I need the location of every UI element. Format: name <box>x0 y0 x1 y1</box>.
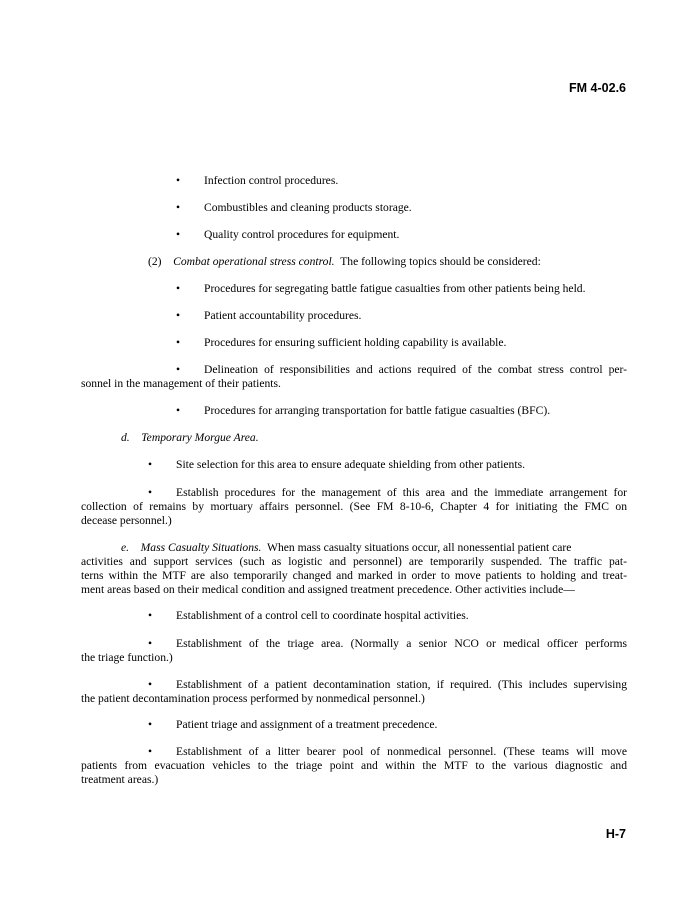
bullet-icon: • <box>176 174 181 187</box>
list-item-continuation: the triage function.) <box>81 651 173 664</box>
bullet-icon: • <box>176 228 181 241</box>
bullet-icon: • <box>148 458 153 471</box>
list-item-text: Procedures for arranging transportation for battle fatigue casualties (BFC). <box>204 404 551 417</box>
list-item-continuation: treatment areas.) <box>81 773 159 786</box>
section-heading-2 <box>148 255 541 268</box>
section-text: When mass casualty situations occur, all nonessential patient care <box>267 541 572 554</box>
page-number: H-7 <box>605 827 626 841</box>
section-title: Mass Casualty Situations. <box>140 541 262 554</box>
list-item-continuation: the patient decontamination process performed by nonmedical personnel.) <box>81 692 425 705</box>
list-item-text: Combustibles and cleaning products storage. <box>204 201 412 214</box>
document-id-header: FM 4-02.6 <box>569 81 626 95</box>
list-item-continuation: collection of remains by mortuary affairs personnel. (See FM 8-10-6, Chapter 4 for initiating the FMC on <box>81 500 627 513</box>
bullet-icon: • <box>176 363 181 376</box>
list-item-text: Procedures for ensuring sufficient holding capability is available. <box>204 336 507 349</box>
paragraph-line: activities and support services (such as logistic and personnel) are temporarily suspended. The traffic pat- <box>81 555 627 568</box>
list-item-text: Quality control procedures for equipment. <box>204 228 400 241</box>
list-item-text: Establishment of a control cell to coordinate hospital activities. <box>176 609 469 622</box>
bullet-icon: • <box>148 609 153 622</box>
section-heading-d <box>121 431 259 444</box>
bullet-icon: • <box>148 486 153 499</box>
list-item-text: Infection control procedures. <box>204 174 339 187</box>
section-heading-e <box>121 541 571 554</box>
bullet-icon: • <box>148 718 153 731</box>
paragraph-line: terns within the MTF are also temporarily changed and marked in order to move patients to holding and treat- <box>81 569 627 582</box>
list-item-continuation: decease personnel.) <box>81 514 172 527</box>
list-item-text: Establish procedures for the management of this area and the immediate arrangement for <box>176 486 627 499</box>
section-text: The following topics should be considered: <box>340 255 541 268</box>
list-item-continuation: sonnel in the management of their patients. <box>81 377 281 390</box>
list-item-text: Establishment of a patient decontamination station, if required. (This includes supervising <box>176 678 627 691</box>
paragraph-line: ment areas based on their medical condition and assigned treatment precedence. Other activities include— <box>81 583 575 596</box>
section-number: (2) <box>148 255 162 268</box>
list-item-text: Delineation of responsibilities and actions required of the combat stress control per- <box>204 363 627 376</box>
bullet-icon: • <box>148 745 153 758</box>
list-item-text: Patient accountability procedures. <box>204 309 362 322</box>
list-item-text: Procedures for segregating battle fatigue casualties from other patients being held. <box>204 282 586 295</box>
bullet-icon: • <box>176 336 181 349</box>
bullet-icon: • <box>176 282 181 295</box>
list-item-text: Site selection for this area to ensure adequate shielding from other patients. <box>176 458 525 471</box>
list-item-text: Patient triage and assignment of a treatment precedence. <box>176 718 438 731</box>
list-item-text: Establishment of a litter bearer pool of nonmedical personnel. (These teams will move <box>176 745 627 758</box>
bullet-icon: • <box>176 201 181 214</box>
bullet-icon: • <box>176 404 181 417</box>
bullet-icon: • <box>148 678 153 691</box>
section-letter: e. <box>121 541 130 554</box>
bullet-icon: • <box>148 637 153 650</box>
list-item-continuation: patients from evacuation vehicles to the triage point and within the MTF to the various diagnostic and <box>81 759 627 772</box>
bullet-icon: • <box>176 309 181 322</box>
section-title: Combat operational stress control. <box>173 255 335 268</box>
list-item-text: Establishment of the triage area. (Normally a senior NCO or medical officer performs <box>176 637 627 650</box>
section-letter: d. <box>121 431 130 444</box>
section-title: Temporary Morgue Area. <box>141 431 259 444</box>
